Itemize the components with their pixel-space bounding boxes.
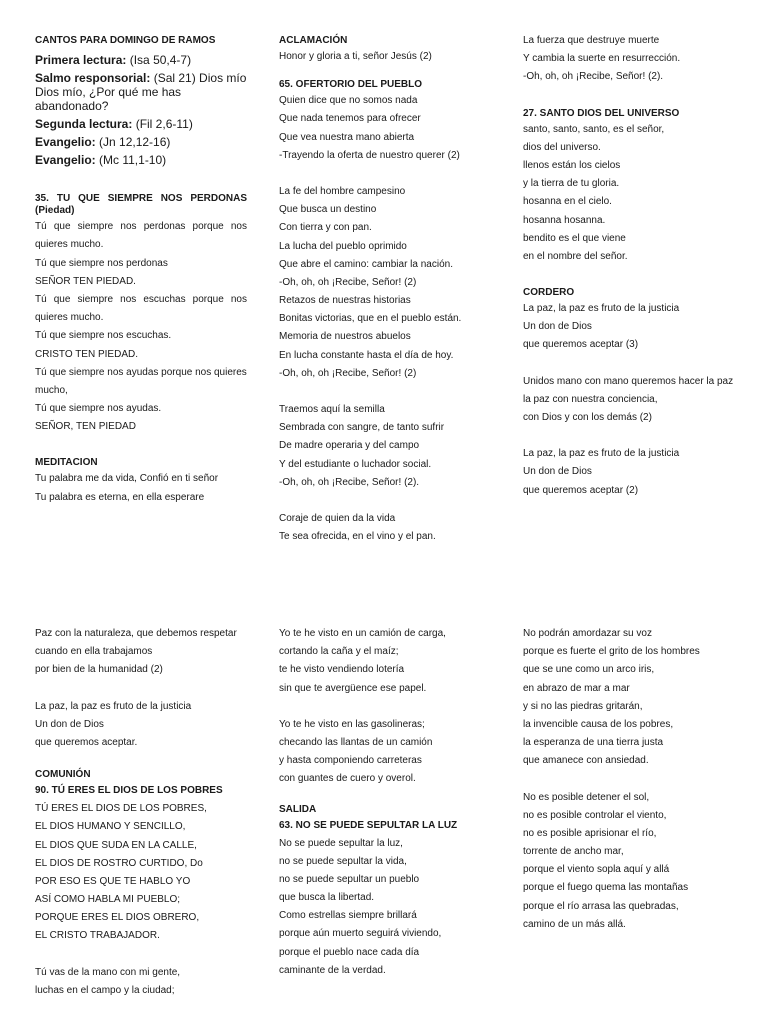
lyric-line: Memoria de nuestros abuelos [279,331,411,343]
song-63-stanza-3 [523,792,735,931]
lyric-line: bendito es el que viene [523,232,626,244]
page1-column-3 [523,35,735,503]
lyric-line: que busca la libertad. [279,892,375,904]
lyric-line: Honor y gloria a ti, señor Jesús (2) [279,51,432,62]
lyric-line: La fe del hombre campesino [279,185,406,197]
lyric-line: Quien dice que no somos nada [279,95,418,107]
lyric-line: No se puede sepultar la luz, [279,837,403,849]
salida-title: SALIDA [279,803,317,815]
intro-stanza [523,35,735,83]
song-35-title: 35. TU QUE SIEMPRE NOS PERDONAS (Piedad) [35,193,247,217]
lyric-line: porque es fuerte el grito de los hombres [523,646,700,658]
lyric-line: no se puede sepultar un pueblo [279,873,420,885]
lyric-line: Retazos de nuestras historias [279,295,411,307]
lyric-line: que queremos aceptar (2) [523,484,639,496]
lyric-line: De madre operaria y del campo [279,440,420,452]
lyric-line: torrente de ancho mar, [523,846,624,858]
lyric-line: Que nada tenemos para ofrecer [279,113,421,125]
lyric-line: Como estrellas siempre brillará [279,910,417,922]
song-63-lyrics [279,838,491,977]
lyric-line: dios del universo. [523,141,601,153]
reading-2: Salmo responsorial: (Sal 21) Dios mío Dios mío, ¿Por qué me has abandonado? [35,71,247,114]
lyric-line: que queremos aceptar. [35,736,138,748]
lyric-line: ASÍ COMO HABLA MI PUEBLO; [35,894,181,906]
lyric-line: Yo te he visto en las gasolineras; [279,718,425,730]
song-63-title: 63. NO SE PUEDE SEPULTAR LA LUZ [279,819,458,831]
lyric-line: santo, santo, santo, es el señor, [523,123,665,135]
reading-1: Primera lectura: (Isa 50,4-7) [35,53,192,68]
lyric-line: CRISTO TEN PIEDAD. [35,348,138,360]
lyric-line: Tú que siempre nos ayudas. [35,403,162,415]
lyric-line: Un don de Dios [523,321,592,333]
lyric-line: luchas en el campo y la ciudad; [35,984,175,996]
lyric-line: Traemos aquí la semilla [279,404,385,415]
lyric-line: Un don de Dios [35,718,104,730]
lyric-line: Unidos mano con mano queremos hacer la paz [523,375,734,387]
lyric-line: que queremos aceptar (3) [523,339,639,351]
lyric-line: EL DIOS HUMANO Y SENCILLO, [35,821,186,833]
song-27-title: 27. SANTO DIOS DEL UNIVERSO [523,107,680,119]
lyric-line: porque aún muerto seguirá viviendo, [279,928,442,940]
song-63-stanza-2 [523,628,735,767]
lyric-line: Con tierra y con pan. [279,222,372,234]
lyric-line: Tu palabra es eterna, en ella esperare [35,491,205,503]
lyric-line: SEÑOR, TEN PIEDAD [35,421,136,433]
song-90-lyrics [35,803,247,942]
lyric-line: No es posible detener el sol, [523,791,650,803]
lyric-line: TÚ ERES EL DIOS DE LOS POBRES, [35,803,207,815]
lyric-line: quieres mucho. [35,239,104,251]
lyric-line: -Oh, oh, oh ¡Recibe, Señor! (2). [279,476,420,488]
page2-column-1 [35,628,247,1003]
reading-3: Segunda lectura: (Fil 2,6-11) [35,117,193,132]
lyric-line: Y del estudiante o luchador social. [279,458,432,470]
song-65-stanza-3 [279,404,491,489]
lyric-line: La lucha del pueblo oprimido [279,240,407,252]
song-90-stanza-4 [279,719,491,786]
lyric-line: Tú que siempre nos perdonas [35,257,168,269]
lyric-line: cortando la caña y el maíz; [279,646,399,658]
cordero-stanza-2 [523,376,735,424]
lyric-line: -Oh, oh, oh ¡Recibe, Señor! (2) [279,367,417,379]
lyric-line: Tú vas de la mano con mi gente, [35,966,181,978]
lyric-line: EL DIOS QUE SUDA EN LA CALLE, [35,839,197,851]
comunion-title: COMUNIÓN [35,769,91,781]
lyric-line: No podrán amordazar su voz [523,628,652,639]
lyric-line: La paz, la paz es fruto de la justicia [523,448,680,460]
lyric-line: La paz, la paz es fruto de la justicia [35,700,192,712]
song-65-stanza-2 [279,186,491,380]
page2-column-2 [279,628,491,983]
song-90-title: 90. TÚ ERES EL DIOS DE LOS POBRES [35,785,223,797]
lyric-line: -Trayendo la oferta de nuestro querer (2) [279,149,460,161]
lyric-line: no se puede sepultar la vida, [279,855,407,867]
lyric-line: no es posible controlar el viento, [523,809,667,821]
lyric-line: mucho, [35,384,68,396]
lyric-line: cuando en ella trabajamos [35,646,153,658]
lyric-line: y la tierra de tu gloria. [523,178,620,190]
lyric-line: camino de un más allá. [523,918,626,930]
lyric-line: porque el fuego quema las montañas [523,882,689,894]
lyric-line: Tú que siempre nos escuchas. [35,330,172,342]
lyric-line: Tú que siempre nos perdonas porque nos [35,221,247,233]
lyric-line: Te sea ofrecida, en el vino y el pan. [279,531,436,543]
lyric-line: La paz, la paz es fruto de la justicia [523,303,680,315]
lyric-line: porque el viento sopla aquí y allá [523,864,670,876]
song-27-lyrics [523,124,735,263]
lyric-line: Tú que siempre nos escuchas porque nos [35,293,247,305]
lyric-line: porque el río arrasa las quebradas, [523,900,679,912]
lyric-line: y si no las piedras gritarán, [523,700,643,712]
lyric-line: te he visto vendiendo lotería [279,664,405,676]
page-title: CANTOS PARA DOMINGO DE RAMOS [35,35,216,46]
lyric-line: en el nombre del señor. [523,250,628,262]
page2-column-3 [523,628,735,937]
lyric-line: no es posible aprisionar el río, [523,827,657,839]
lyric-line: checando las llantas de un camión [279,736,433,748]
lyric-line: porque el pueblo nace cada día [279,946,420,958]
lyric-line: Coraje de quien da la vida [279,512,396,524]
lyric-line: que amanece con ansiedad. [523,755,649,767]
lyric-line: PORQUE ERES EL DIOS OBRERO, [35,912,200,924]
song-65-title: 65. OFERTORIO DEL PUEBLO [279,79,422,91]
lyric-line: POR ESO ES QUE TE HABLO YO [35,875,191,887]
lyric-line: Que busca un destino [279,204,377,216]
lyric-line: EL DIOS DE ROSTRO CURTIDO, Do [35,857,203,869]
lyric-line: SEÑOR TEN PIEDAD. [35,275,136,287]
lyric-line: la invencible causa de los pobres, [523,718,674,730]
cordero-stanza-1 [523,303,735,351]
lyric-line: Tu palabra me da vida, Confió en ti señor [35,473,219,485]
page1-column-1 [35,35,247,510]
lyric-line: Y cambia la suerte en resurrección. [523,53,681,65]
reading-4: Evangelio: (Jn 12,12-16) [35,135,171,150]
lyric-line: Que abre el camino: cambiar la nación. [279,258,453,270]
lyric-line: por bien de la humanidad (2) [35,664,163,676]
lyric-line: la esperanza de una tierra justa [523,737,664,749]
lyric-line: Un don de Dios [523,466,592,478]
lyric-line: quieres mucho. [35,312,104,324]
lyric-line: que se une como un arco iris, [523,664,655,676]
lyric-line: Yo te he visto en un camión de carga, [279,628,446,639]
lyric-line: La fuerza que destruye muerte [523,35,660,46]
lyric-line: -Oh, oh, oh ¡Recibe, Señor! (2) [279,276,417,288]
song-90-stanza-3 [279,628,491,695]
lyric-line: hosanna hosanna. [523,214,606,226]
lyric-line: la paz con nuestra conciencia, [523,393,658,405]
lyric-line: llenos están los cielos [523,159,621,171]
aclamacion-title: ACLAMACIÓN [279,35,348,46]
lyric-line: sin que te avergüence ese papel. [279,682,427,694]
lyric-line: -Oh, oh, oh ¡Recibe, Señor! (2). [523,71,664,83]
lyric-line: Sembrada con sangre, de tanto sufrir [279,422,445,434]
lyric-line: y hasta componiendo carreteras [279,755,422,767]
lyric-line: con Dios y con los demás (2) [523,412,652,423]
lyric-line: EL CRISTO TRABAJADOR. [35,930,160,942]
song-35-lyrics [35,221,247,433]
lyric-line: Tú que siempre nos ayudas porque nos quieres [35,366,247,378]
paz-stanza [35,701,247,749]
song-65-stanza-1 [279,95,491,162]
lyric-line: En lucha constante hasta el día de hoy. [279,349,454,361]
meditacion-title: MEDITACION [35,457,98,469]
lyric-line: hosanna en el cielo. [523,196,612,208]
song-65-stanza-4 [279,513,491,543]
readings-list [35,53,247,167]
reading-5: Evangelio: (Mc 11,1-10) [35,153,167,168]
song-90-stanza-2 [35,967,247,997]
page1-column-2 [279,35,491,549]
cordero-title: CORDERO [523,287,575,299]
lyric-line: Que vea nuestra mano abierta [279,131,415,143]
lyric-line: con guantes de cuero y overol. [279,773,416,785]
cordero-stanza-3 [523,448,735,496]
lyric-line: caminante de la verdad. [279,964,386,976]
lyric-line: en abrazo de mar a mar [523,682,630,694]
lyric-line: Bonitas victorias, que en el pueblo están. [279,313,462,325]
lyric-line: Paz con la naturaleza, que debemos respetar [35,628,237,639]
